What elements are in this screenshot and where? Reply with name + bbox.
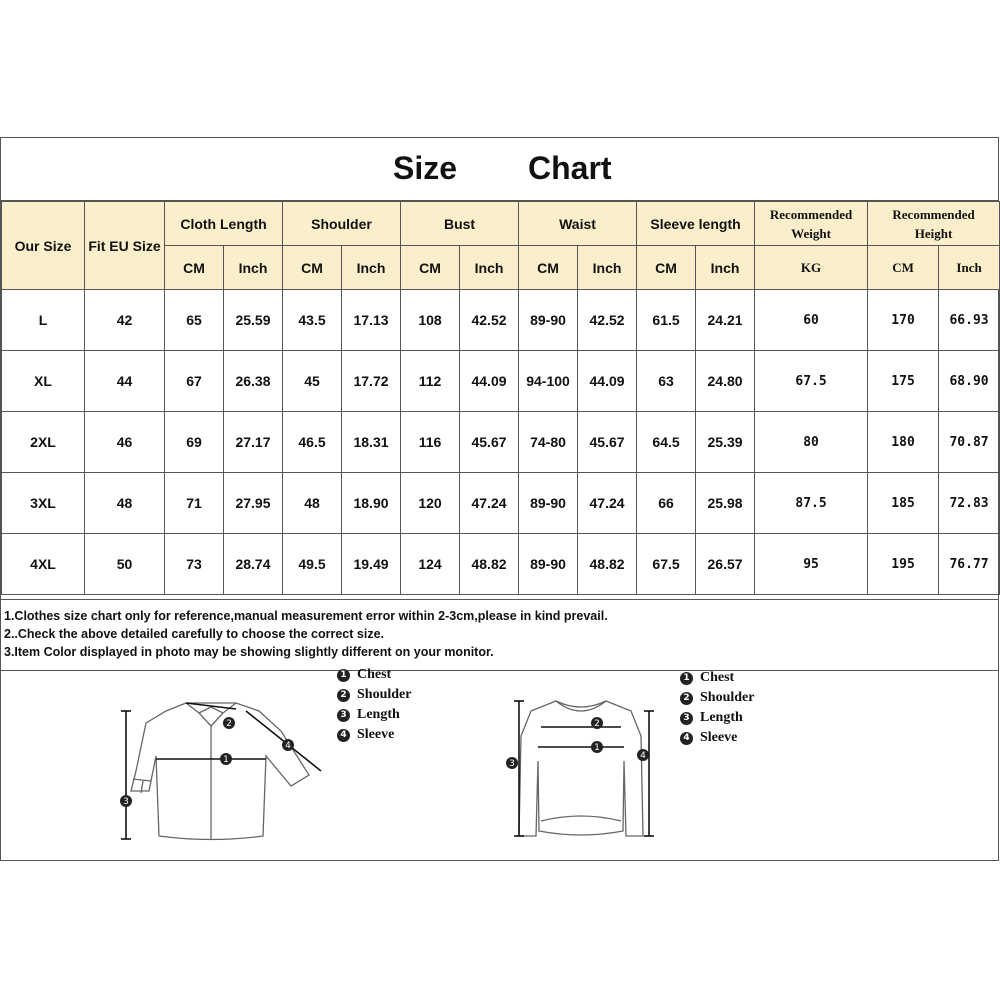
table-cell: 49.5 (283, 534, 342, 595)
marker-4-label: 4 (640, 751, 646, 761)
table-cell: 185 (868, 473, 939, 534)
number-2-icon: 2 (337, 689, 350, 702)
unit-inch: Inch (578, 246, 637, 290)
table-cell: 18.31 (342, 412, 401, 473)
note-3: 3.Item Color displayed in photo may be showing slightly different on your monitor. (4, 645, 494, 659)
table-cell: 27.95 (224, 473, 283, 534)
marker-3-label: 3 (509, 759, 515, 769)
table-row (2, 351, 1000, 412)
table-cell: 48.82 (578, 534, 637, 595)
table-cell: 80 (755, 412, 868, 473)
table-cell: 44.09 (460, 351, 519, 412)
legend-item-length (680, 708, 754, 728)
header-recommended-weight (755, 202, 868, 246)
table-cell: 60 (755, 290, 868, 351)
table-cell: 25.59 (224, 290, 283, 351)
note-1: 1.Clothes size chart only for reference,manual measurement error within 2-3cm,please in kind prevail. (4, 609, 608, 623)
table-cell: 66.93 (939, 290, 1000, 351)
legend-item-sleeve (337, 725, 411, 745)
table-cell: 19.49 (342, 534, 401, 595)
unit-inch: Inch (460, 246, 519, 290)
table-cell: 44.09 (578, 351, 637, 412)
legend-label: Chest (700, 670, 735, 685)
unit-cm: CM (637, 246, 696, 290)
header-shoulder: Shoulder (283, 202, 401, 246)
table-cell: 66 (637, 473, 696, 534)
unit-kg: KG (755, 246, 868, 290)
number-3-icon: 3 (680, 712, 693, 725)
marker-1-label: 1 (223, 755, 229, 765)
title-word-chart: Chart (528, 150, 612, 186)
table-cell: 63 (637, 351, 696, 412)
legend-label: Shoulder (357, 687, 412, 702)
table-cell: 180 (868, 412, 939, 473)
table-cell: 43.5 (283, 290, 342, 351)
header-cloth-length: Cloth Length (165, 202, 283, 246)
table-row (2, 473, 1000, 534)
number-4-icon: 4 (680, 732, 693, 745)
unit-inch: Inch (696, 246, 755, 290)
table-cell: 18.90 (342, 473, 401, 534)
table-cell: 108 (401, 290, 460, 351)
table-cell: 47.24 (578, 473, 637, 534)
table-cell: 2XL (2, 412, 85, 473)
table-cell: 17.72 (342, 351, 401, 412)
unit-cm: CM (165, 246, 224, 290)
header-recommended-height (868, 202, 1000, 246)
legend-item-chest (680, 668, 754, 688)
table-cell: 71 (165, 473, 224, 534)
table-cell: 26.57 (696, 534, 755, 595)
header-bust: Bust (401, 202, 519, 246)
rec-weight-line2: Weight (791, 225, 831, 241)
table-cell: 48 (283, 473, 342, 534)
table-cell: 42.52 (460, 290, 519, 351)
table-cell: 74-80 (519, 412, 578, 473)
table-cell: 94-100 (519, 351, 578, 412)
table-cell: 120 (401, 473, 460, 534)
table-cell: 70.87 (939, 412, 1000, 473)
table-cell: 116 (401, 412, 460, 473)
note-2: 2..Check the above detailed carefully to choose the correct size. (4, 627, 384, 641)
table-cell: 89-90 (519, 534, 578, 595)
unit-cm: CM (283, 246, 342, 290)
table-cell: 67.5 (755, 351, 868, 412)
table-cell: 67 (165, 351, 224, 412)
header-sleeve-length: Sleeve length (637, 202, 755, 246)
table-cell: 112 (401, 351, 460, 412)
legend-label: Length (357, 707, 400, 722)
header-our-size: Our Size (2, 202, 85, 290)
table-cell: 26.38 (224, 351, 283, 412)
table-cell: 46.5 (283, 412, 342, 473)
title-word-size: Size (393, 150, 458, 186)
table-cell: 24.21 (696, 290, 755, 351)
legend-right (680, 668, 754, 748)
table-row (2, 534, 1000, 595)
table-cell: 25.98 (696, 473, 755, 534)
sweater-neckline (556, 701, 606, 711)
table-cell: 195 (868, 534, 939, 595)
table-cell: 42.52 (578, 290, 637, 351)
table-row (2, 290, 1000, 351)
table-cell: L (2, 290, 85, 351)
marker-2-label: 2 (226, 719, 232, 729)
table-cell: 48 (85, 473, 165, 534)
legend-item-length (337, 705, 411, 725)
unit-inch: Inch (224, 246, 283, 290)
chart-title (1, 138, 998, 201)
header-waist: Waist (519, 202, 637, 246)
table-cell: 27.17 (224, 412, 283, 473)
table-cell: 87.5 (755, 473, 868, 534)
table-cell: 72.83 (939, 473, 1000, 534)
table-cell: 45.67 (578, 412, 637, 473)
unit-cm: CM (401, 246, 460, 290)
shirt-body-outline (131, 703, 309, 840)
table-cell: XL (2, 351, 85, 412)
table-cell: 44 (85, 351, 165, 412)
table-cell: 68.90 (939, 351, 1000, 412)
notes-section (1, 599, 999, 671)
number-2-icon: 2 (680, 692, 693, 705)
table-cell: 89-90 (519, 290, 578, 351)
legend-label: Length (700, 710, 743, 725)
number-3-icon: 3 (337, 709, 350, 722)
sweater-illustration (501, 671, 661, 861)
number-4-icon: 4 (337, 729, 350, 742)
rec-height-line2: Height (914, 225, 953, 241)
unit-inch-height: Inch (939, 246, 1000, 290)
size-rows (2, 290, 1000, 595)
table-cell: 48.82 (460, 534, 519, 595)
table-cell: 47.24 (460, 473, 519, 534)
marker-3-label: 3 (123, 797, 129, 807)
legend-item-chest (337, 665, 411, 685)
rec-height-line1: Recommended (892, 206, 975, 222)
legend-label: Shoulder (700, 690, 755, 705)
table-cell: 73 (165, 534, 224, 595)
header-fit-eu-size: Fit EU Size (85, 202, 165, 290)
number-1-icon: 1 (680, 672, 693, 685)
table-cell: 89-90 (519, 473, 578, 534)
table-cell: 28.74 (224, 534, 283, 595)
table-cell: 65 (165, 290, 224, 351)
table-cell: 45 (283, 351, 342, 412)
legend-left (337, 665, 411, 745)
shirt-illustration (111, 671, 341, 861)
sleeve-measure-line (246, 711, 321, 771)
table-cell: 95 (755, 534, 868, 595)
table-cell: 17.13 (342, 290, 401, 351)
table-cell: 64.5 (637, 412, 696, 473)
table-cell: 45.67 (460, 412, 519, 473)
table-cell: 69 (165, 412, 224, 473)
table-cell: 46 (85, 412, 165, 473)
legend-item-shoulder (337, 685, 411, 705)
table-row (2, 412, 1000, 473)
table-cell: 67.5 (637, 534, 696, 595)
legend-label: Chest (357, 667, 392, 682)
legend-label: Sleeve (700, 730, 738, 745)
table-cell: 3XL (2, 473, 85, 534)
size-table (1, 201, 1000, 595)
table-cell: 50 (85, 534, 165, 595)
table-cell: 170 (868, 290, 939, 351)
marker-2-label: 2 (594, 719, 600, 729)
measurement-diagram (1, 667, 999, 861)
sweater-hem (541, 816, 621, 821)
table-cell: 4XL (2, 534, 85, 595)
legend-item-sleeve (680, 728, 754, 748)
size-chart-sheet (0, 137, 999, 861)
rec-weight-line1: Recommended (769, 206, 853, 222)
unit-inch: Inch (342, 246, 401, 290)
table-cell: 76.77 (939, 534, 1000, 595)
legend-label: Sleeve (357, 727, 395, 742)
table-cell: 61.5 (637, 290, 696, 351)
table-cell: 25.39 (696, 412, 755, 473)
marker-4-label: 4 (285, 741, 291, 751)
table-cell: 42 (85, 290, 165, 351)
marker-1-label: 1 (594, 743, 600, 753)
unit-cm: CM (519, 246, 578, 290)
table-cell: 24.80 (696, 351, 755, 412)
unit-cm-height: CM (868, 246, 939, 290)
table-cell: 124 (401, 534, 460, 595)
legend-item-shoulder (680, 688, 754, 708)
number-1-icon: 1 (337, 669, 350, 682)
table-cell: 175 (868, 351, 939, 412)
